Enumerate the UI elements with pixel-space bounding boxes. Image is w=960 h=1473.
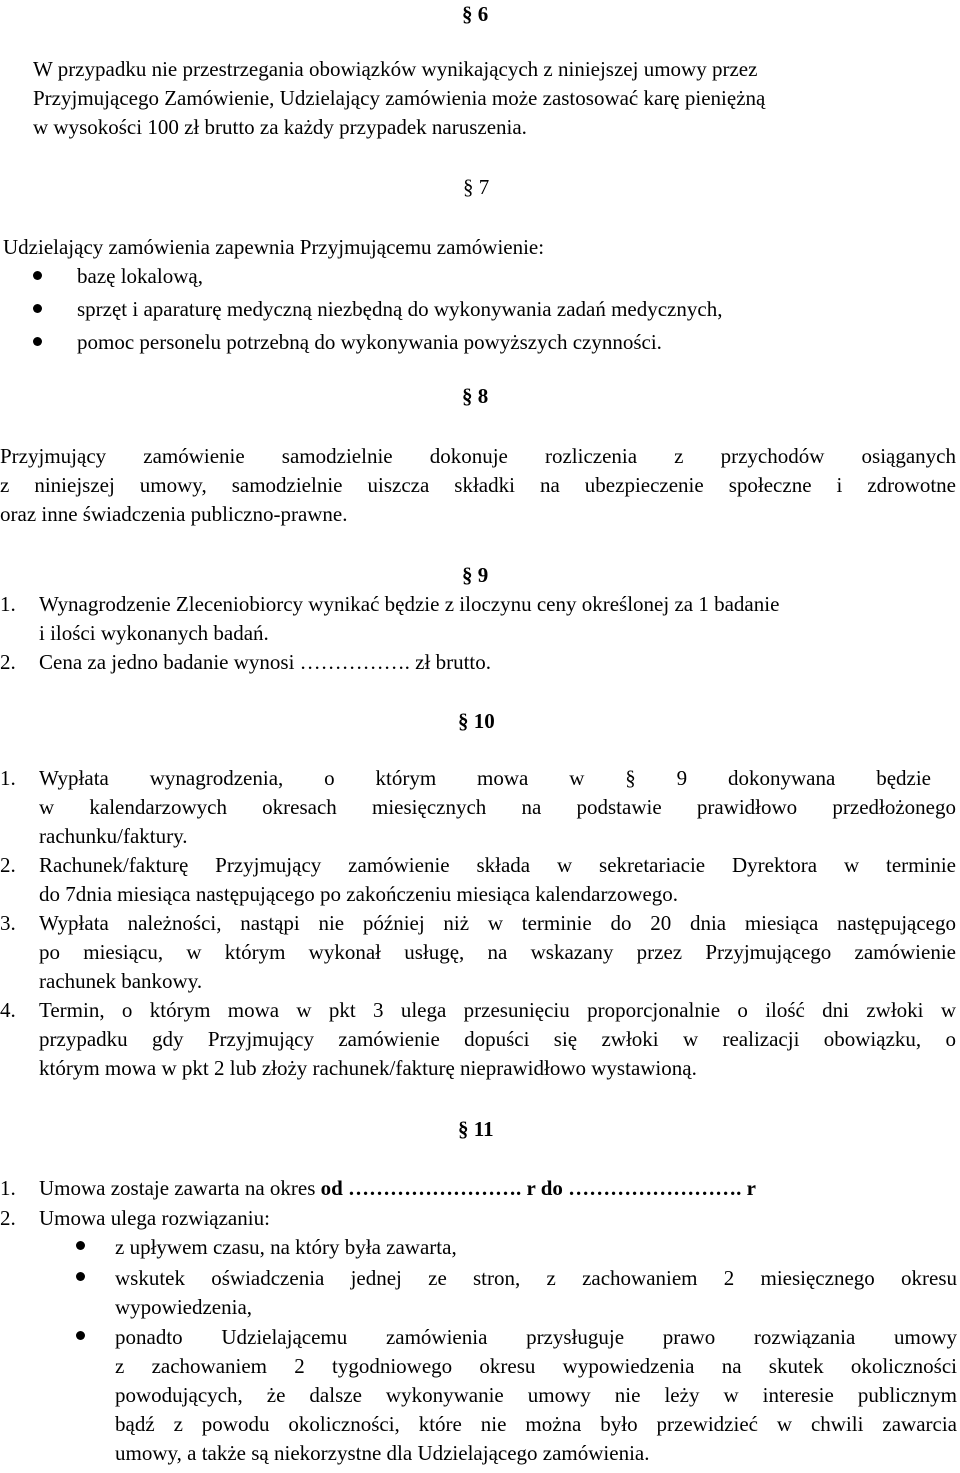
item-line: rachunek bankowy.: [39, 969, 203, 993]
list-item: [115, 1323, 957, 1468]
list-item: pomoc personelu potrzebną do wykonywania powyższych czynności.: [77, 330, 662, 354]
item-number: 4.: [0, 998, 16, 1022]
list-item: [115, 1264, 957, 1322]
bullet-icon: [76, 1241, 85, 1250]
paragraph-line: oraz inne świadczenia publiczno-prawne.: [0, 502, 348, 526]
list-item: z upływem czasu, na który była zawarta,: [115, 1235, 457, 1259]
section-heading-6: § 6: [462, 2, 489, 26]
list-item: bazę lokalową,: [77, 264, 203, 288]
item-line: po miesiącu, w którym wykonał usługę, na wskazany przez Przyjmującego zamówienie: [39, 940, 956, 964]
item-number: 2.: [0, 853, 16, 877]
item-line: ponadto Udzielającemu zamówienia przysługuje prawo rozwiązania umowy: [115, 1325, 957, 1349]
item-line: Rachunek/fakturę Przyjmujący zamówienie składa w sekretariacie Dyrektora w terminie: [39, 853, 956, 877]
list-item: [39, 851, 956, 909]
item-line: do 7dnia miesiąca następującego po zakończeniu miesiąca kalendarzowego.: [39, 882, 679, 906]
section-heading-11: § 11: [458, 1117, 494, 1141]
item-number: 2.: [0, 1206, 16, 1230]
item-line: Wypłata należności, nastąpi nie później niż w terminie do 20 dnia miesiąca następującego: [39, 911, 956, 935]
section-heading-10: § 10: [458, 709, 495, 733]
item-number: 1.: [0, 1176, 16, 1200]
list-item: Umowa ulega rozwiązaniu:: [39, 1206, 270, 1230]
list-item: sprzęt i aparaturę medyczną niezbędną do wykonywania zadań medycznych,: [77, 297, 723, 321]
list-item: [39, 909, 956, 996]
item-line: wypowiedzenia,: [115, 1295, 253, 1319]
paragraph-line: Przyjmujący zamówienie samodzielnie dokonuje rozliczenia z przychodów osiąganych: [0, 444, 956, 468]
list-item: [39, 590, 939, 648]
term-dates: od ……………………. r do ……………………. r: [320, 1176, 756, 1200]
item-number: 1.: [0, 766, 16, 790]
item-line: Termin, o którym mowa w pkt 3 ulega przesunięciu proporcjonalnie o ilość dni zwłoki w: [39, 998, 956, 1022]
list-item: [39, 764, 956, 851]
section-7-intro: Udzielający zamówienia zapewnia Przyjmującemu zamówienie:: [3, 235, 545, 259]
list-item: Cena za jedno badanie wynosi ……………. zł brutto.: [39, 650, 491, 674]
bullet-icon: [33, 271, 42, 280]
item-line: bądź z powodu okoliczności, które nie można było przewidzieć w chwili zawarcia: [115, 1412, 957, 1436]
bullet-icon: [33, 337, 42, 346]
paragraph-line: W przypadku nie przestrzegania obowiązków wynikających z niniejszej umowy przez: [33, 57, 758, 81]
item-line: którym mowa w pkt 2 lub złoży rachunek/fakturę nieprawidłowo wystawioną.: [39, 1056, 697, 1080]
item-line: powodujących, że dalsze wykonywanie umowy nie leży w interesie publicznym: [115, 1383, 957, 1407]
item-number: 3.: [0, 911, 16, 935]
section-6-paragraph: [33, 55, 913, 142]
paragraph-line: Przyjmującego Zamówienie, Udzielający zamówienia może zastosować karę pieniężną: [33, 86, 766, 110]
item-line: Wypłata wynagrodzenia, o którym mowa w § 9 dokonywana będzie: [39, 766, 931, 790]
item-line: rachunku/faktury.: [39, 824, 188, 848]
term-text: Umowa zostaje zawarta na okres: [39, 1176, 321, 1200]
item-line: Wynagrodzenie Zleceniobiorcy wynikać będzie z iloczynu ceny określonej za 1 badanie: [39, 592, 780, 616]
bullet-icon: [76, 1331, 85, 1340]
item-line: umowy, a także są niekorzystne dla Udzielającego zamówienia.: [115, 1441, 650, 1465]
list-item: [39, 1174, 756, 1203]
item-number: 1.: [0, 592, 16, 616]
item-number: 2.: [0, 650, 16, 674]
item-line: przypadku gdy Przyjmujący zamówienie dopuści się zwłoki w realizacji obowiązku, o: [39, 1027, 956, 1051]
section-heading-7: § 7: [463, 175, 490, 199]
section-heading-9: § 9: [462, 563, 489, 587]
bullet-icon: [76, 1272, 85, 1281]
paragraph-line: z niniejszej umowy, samodzielnie uiszcza składki na ubezpieczenie społeczne i zdrowotne: [0, 473, 956, 497]
item-line: z zachowaniem 2 tygodniowego okresu wypowiedzenia na skutek okoliczności: [115, 1354, 957, 1378]
item-line: wskutek oświadczenia jednej ze stron, z zachowaniem 2 miesięcznego okresu: [115, 1266, 957, 1290]
bullet-icon: [33, 304, 42, 313]
item-line: i ilości wykonanych badań.: [39, 621, 269, 645]
item-line: w kalendarzowych okresach miesięcznych na podstawie prawidłowo przedłożonego: [39, 795, 956, 819]
section-heading-8: § 8: [462, 384, 489, 408]
paragraph-line: w wysokości 100 zł brutto za każdy przypadek naruszenia.: [33, 115, 527, 139]
section-8-paragraph: [0, 442, 956, 529]
list-item: [39, 996, 956, 1083]
